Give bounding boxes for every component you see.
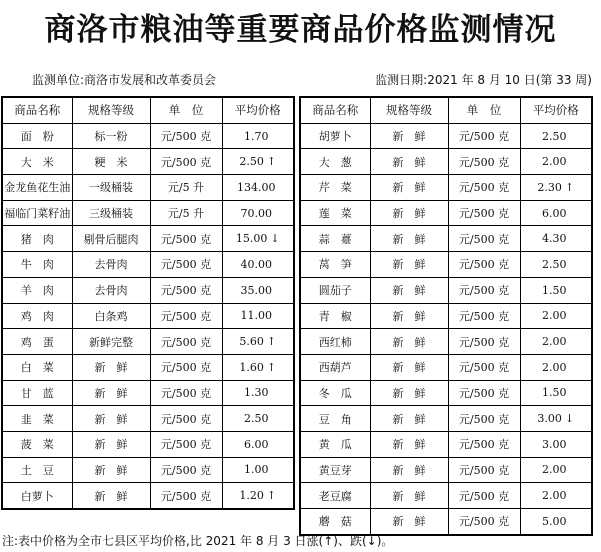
price-table-right <box>299 96 593 536</box>
commodity-name-cell: 青 椒 <box>300 303 370 329</box>
price-value: 2.50 <box>244 412 269 426</box>
price-value: 1.50 <box>542 386 567 400</box>
price-value: 2.30 <box>537 180 562 194</box>
unit-cell: 元/500 克 <box>448 252 520 278</box>
unit-cell: 元/500 克 <box>150 406 222 432</box>
grade-cell: 新 鲜 <box>370 303 448 329</box>
price-value: 6.00 <box>542 206 567 220</box>
grade-cell: 新 鲜 <box>370 457 448 483</box>
price-value: 2.00 <box>542 463 567 477</box>
unit-cell: 元/500 克 <box>150 303 222 329</box>
grade-cell: 去骨肉 <box>72 277 150 303</box>
price-cell <box>520 354 592 380</box>
price-value: 2.00 <box>542 309 567 323</box>
commodity-name-cell: 菠 菜 <box>2 431 72 457</box>
grade-cell: 新 鲜 <box>370 200 448 226</box>
table-row <box>2 483 294 509</box>
unit-cell: 元/500 克 <box>448 354 520 380</box>
price-value: 2.00 <box>542 360 567 374</box>
commodity-name-cell: 牛 肉 <box>2 252 72 278</box>
commodity-name-cell: 冬 瓜 <box>300 380 370 406</box>
unit-cell: 元/500 克 <box>448 226 520 252</box>
grade-cell: 新 鲜 <box>72 431 150 457</box>
column-header-grade: 规格等级 <box>370 97 448 123</box>
grade-cell: 新 鲜 <box>370 431 448 457</box>
monitor-unit: 监测单位:商洛市发展和改革委员会 <box>32 73 217 87</box>
footnote: 注:表中价格为全市七县区平均价格,比 2021 年 8 月 3 日涨(↑)、跌(↓)。 <box>2 534 394 548</box>
price-value: 2.50 <box>542 257 567 271</box>
grade-cell: 一级桶装 <box>72 175 150 201</box>
commodity-name-cell: 圆茄子 <box>300 277 370 303</box>
unit-cell: 元/500 克 <box>150 354 222 380</box>
price-cell <box>222 380 294 406</box>
table-row <box>300 277 592 303</box>
price-value: 3.00 <box>537 412 562 426</box>
table-row <box>2 277 294 303</box>
grade-cell: 新 鲜 <box>370 406 448 432</box>
price-cell <box>222 123 294 149</box>
commodity-name-cell: 白萝卜 <box>2 483 72 509</box>
price-cell <box>222 431 294 457</box>
grade-cell: 去骨肉 <box>72 252 150 278</box>
grade-cell: 新 鲜 <box>370 329 448 355</box>
price-value: 1.60 <box>239 360 264 374</box>
table-row <box>2 200 294 226</box>
column-header-price: 平均价格 <box>222 97 294 123</box>
table-row <box>300 354 592 380</box>
commodity-name-cell: 芹 菜 <box>300 175 370 201</box>
commodity-name-cell: 鸡 蛋 <box>2 329 72 355</box>
price-value: 15.00 <box>235 232 268 246</box>
table-row <box>300 380 592 406</box>
trend-arrow: ↓ <box>564 412 575 426</box>
unit-cell: 元/5 升 <box>150 200 222 226</box>
price-value: 1.50 <box>542 283 567 297</box>
table-header-row <box>2 97 294 123</box>
price-cell <box>222 226 294 252</box>
commodity-name-cell: 猪 肉 <box>2 226 72 252</box>
unit-cell: 元/500 克 <box>448 175 520 201</box>
price-value: 1.00 <box>244 463 269 477</box>
trend-arrow: ↑ <box>266 489 277 503</box>
commodity-name-cell: 豆 角 <box>300 406 370 432</box>
price-value: 2.00 <box>542 155 567 169</box>
table-row <box>2 329 294 355</box>
unit-cell: 元/500 克 <box>448 457 520 483</box>
grade-cell: 新 鲜 <box>72 354 150 380</box>
grade-cell: 新 鲜 <box>370 354 448 380</box>
price-cell <box>520 303 592 329</box>
grade-cell: 新 鲜 <box>370 380 448 406</box>
price-cell <box>222 252 294 278</box>
column-header-name: 商品名称 <box>300 97 370 123</box>
unit-cell: 元/500 克 <box>448 483 520 509</box>
table-row <box>300 483 592 509</box>
commodity-name-cell: 金龙鱼花生油 <box>2 175 72 201</box>
table-row <box>300 149 592 175</box>
unit-cell: 元/500 克 <box>150 483 222 509</box>
price-value: 4.30 <box>542 232 567 246</box>
commodity-name-cell: 蒜 薹 <box>300 226 370 252</box>
page-title: 商洛市粮油等重要商品价格监测情况 <box>44 12 557 48</box>
price-cell <box>222 354 294 380</box>
price-cell <box>222 200 294 226</box>
unit-cell: 元/500 克 <box>150 123 222 149</box>
table-row <box>2 431 294 457</box>
unit-cell: 元/500 克 <box>150 431 222 457</box>
table-row <box>300 200 592 226</box>
grade-cell: 新 鲜 <box>370 149 448 175</box>
price-value: 1.20 <box>239 489 264 503</box>
price-value: 40.00 <box>240 257 272 271</box>
unit-cell: 元/500 克 <box>150 277 222 303</box>
grade-cell: 新 鲜 <box>72 380 150 406</box>
table-row <box>2 406 294 432</box>
price-value: 5.00 <box>542 514 567 528</box>
unit-cell: 元/500 克 <box>448 303 520 329</box>
price-cell <box>222 175 294 201</box>
price-value: 11.00 <box>240 309 272 323</box>
table-row <box>2 123 294 149</box>
grade-cell: 剔骨后腿肉 <box>72 226 150 252</box>
table-row <box>2 457 294 483</box>
table-row <box>300 175 592 201</box>
commodity-name-cell: 大 葱 <box>300 149 370 175</box>
unit-cell: 元/500 克 <box>150 457 222 483</box>
unit-cell: 元/500 克 <box>448 509 520 535</box>
column-header-grade: 规格等级 <box>72 97 150 123</box>
table-row <box>2 175 294 201</box>
unit-cell: 元/500 克 <box>448 329 520 355</box>
table-row <box>300 406 592 432</box>
table-row <box>300 457 592 483</box>
price-cell <box>520 457 592 483</box>
table-header-row <box>300 97 592 123</box>
grade-cell: 新 鲜 <box>370 483 448 509</box>
grade-cell: 新 鲜 <box>370 509 448 535</box>
price-value: 6.00 <box>244 437 269 451</box>
table-row <box>300 226 592 252</box>
commodity-name-cell: 蘑 菇 <box>300 509 370 535</box>
monitor-date: 监测日期:2021 年 8 月 10 日(第 33 周) <box>375 73 592 87</box>
grade-cell: 新 鲜 <box>370 226 448 252</box>
table-row <box>2 252 294 278</box>
table-row <box>300 303 592 329</box>
grade-cell: 白条鸡 <box>72 303 150 329</box>
commodity-name-cell: 土 豆 <box>2 457 72 483</box>
unit-cell: 元/500 克 <box>150 226 222 252</box>
commodity-name-cell: 甘 蓝 <box>2 380 72 406</box>
grade-cell: 新 鲜 <box>72 457 150 483</box>
price-value: 70.00 <box>240 206 272 220</box>
unit-cell: 元/500 克 <box>448 200 520 226</box>
commodity-name-cell: 黄 瓜 <box>300 431 370 457</box>
unit-cell: 元/500 克 <box>150 380 222 406</box>
commodity-name-cell: 莴 笋 <box>300 252 370 278</box>
price-value: 2.50 <box>542 129 567 143</box>
commodity-name-cell: 西红柿 <box>300 329 370 355</box>
price-cell <box>520 149 592 175</box>
price-value: 3.00 <box>542 437 567 451</box>
column-header-unit: 单 位 <box>150 97 222 123</box>
commodity-name-cell: 黄豆芽 <box>300 457 370 483</box>
price-cell <box>222 406 294 432</box>
commodity-name-cell: 鸡 肉 <box>2 303 72 329</box>
table-row <box>2 380 294 406</box>
commodity-name-cell: 羊 肉 <box>2 277 72 303</box>
trend-arrow: ↑ <box>266 335 277 349</box>
commodity-name-cell: 老豆腐 <box>300 483 370 509</box>
grade-cell: 新 鲜 <box>370 252 448 278</box>
price-cell <box>222 483 294 509</box>
grade-cell: 粳 米 <box>72 149 150 175</box>
table-row <box>300 431 592 457</box>
price-cell <box>222 457 294 483</box>
price-cell <box>520 483 592 509</box>
price-value: 2.00 <box>542 335 567 349</box>
unit-cell: 元/500 克 <box>150 329 222 355</box>
grade-cell: 新 鲜 <box>370 277 448 303</box>
trend-arrow: ↑ <box>266 360 277 374</box>
price-value: 5.60 <box>239 335 264 349</box>
price-value: 1.70 <box>244 129 269 143</box>
table-row <box>2 226 294 252</box>
commodity-name-cell: 西葫芦 <box>300 354 370 380</box>
price-cell <box>520 329 592 355</box>
price-value: 2.00 <box>542 489 567 503</box>
commodity-name-cell: 胡萝卜 <box>300 123 370 149</box>
price-value: 35.00 <box>240 283 272 297</box>
table-row <box>2 354 294 380</box>
price-cell <box>520 509 592 535</box>
price-cell <box>520 406 592 432</box>
price-value: 134.00 <box>237 180 276 194</box>
column-header-name: 商品名称 <box>2 97 72 123</box>
price-value: 1.30 <box>244 386 269 400</box>
unit-cell: 元/5 升 <box>150 175 222 201</box>
unit-cell: 元/500 克 <box>448 149 520 175</box>
column-header-price: 平均价格 <box>520 97 592 123</box>
price-value: 2.50 <box>239 155 264 169</box>
commodity-name-cell: 福临门菜籽油 <box>2 200 72 226</box>
table-row <box>2 149 294 175</box>
price-cell <box>520 226 592 252</box>
price-cell <box>222 149 294 175</box>
price-cell <box>520 123 592 149</box>
grade-cell: 标一粉 <box>72 123 150 149</box>
trend-arrow: ↑ <box>564 180 575 194</box>
grade-cell: 新 鲜 <box>370 175 448 201</box>
commodity-name-cell: 莲 菜 <box>300 200 370 226</box>
price-cell <box>222 303 294 329</box>
trend-arrow: ↓ <box>270 232 280 246</box>
price-cell <box>520 200 592 226</box>
unit-cell: 元/500 克 <box>448 123 520 149</box>
price-cell <box>520 175 592 201</box>
commodity-name-cell: 白 菜 <box>2 354 72 380</box>
price-cell <box>520 431 592 457</box>
table-row <box>300 123 592 149</box>
commodity-name-cell: 面 粉 <box>2 123 72 149</box>
unit-cell: 元/500 克 <box>150 252 222 278</box>
trend-arrow: ↑ <box>266 155 277 169</box>
grade-cell: 新 鲜 <box>72 483 150 509</box>
table-row <box>300 329 592 355</box>
table-row <box>300 509 592 535</box>
unit-cell: 元/500 克 <box>448 380 520 406</box>
table-row <box>300 252 592 278</box>
grade-cell: 新鲜完整 <box>72 329 150 355</box>
table-row <box>2 303 294 329</box>
unit-cell: 元/500 克 <box>448 431 520 457</box>
grade-cell: 三级桶装 <box>72 200 150 226</box>
price-table-left <box>1 96 295 510</box>
price-cell <box>222 277 294 303</box>
commodity-name-cell: 韭 菜 <box>2 406 72 432</box>
unit-cell: 元/500 克 <box>448 277 520 303</box>
grade-cell: 新 鲜 <box>370 123 448 149</box>
column-header-unit: 单 位 <box>448 97 520 123</box>
commodity-name-cell: 大 米 <box>2 149 72 175</box>
unit-cell: 元/500 克 <box>448 406 520 432</box>
price-cell <box>520 277 592 303</box>
unit-cell: 元/500 克 <box>150 149 222 175</box>
price-cell <box>520 380 592 406</box>
price-cell <box>520 252 592 278</box>
grade-cell: 新 鲜 <box>72 406 150 432</box>
price-cell <box>222 329 294 355</box>
